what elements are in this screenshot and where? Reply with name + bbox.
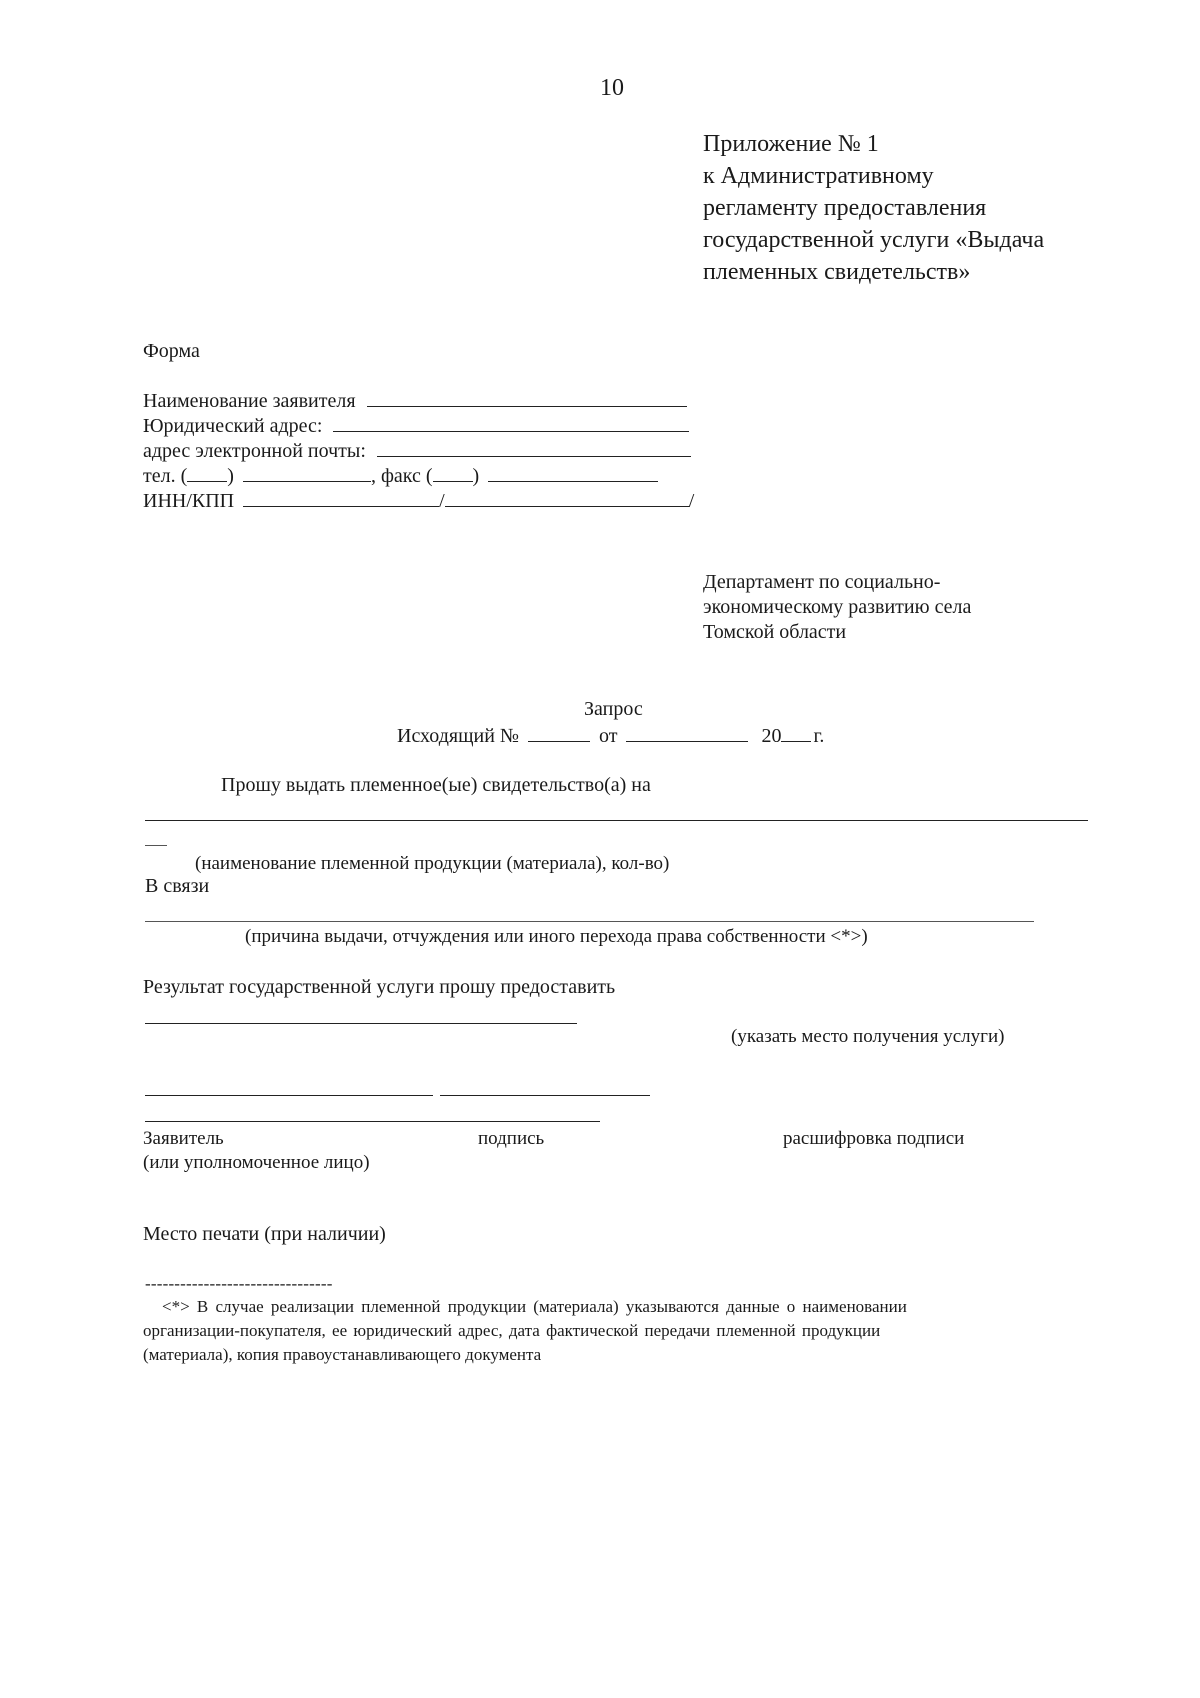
outgoing-number-line — [397, 723, 824, 749]
sign-label: подпись — [478, 1128, 545, 1149]
applicant-label: Заявитель — [143, 1128, 224, 1149]
outgoing-date-blank[interactable] — [626, 723, 748, 742]
outgoing-number-blank[interactable] — [528, 723, 590, 742]
decode-label: расшифровка подписи — [783, 1128, 965, 1149]
applicant-note: (или уполномоченное лицо) — [143, 1152, 370, 1173]
request-title: Запрос — [584, 698, 643, 720]
inn-end: / — [688, 490, 695, 512]
signature-line-applicant[interactable] — [145, 1095, 433, 1096]
appendix-line: племенных свидетельств» — [703, 259, 971, 285]
tel-code-blank[interactable] — [187, 463, 227, 482]
stamp-text: Место печати (при наличии) — [143, 1223, 386, 1245]
reason-prefix: В связи — [145, 875, 210, 897]
appendix-line: Приложение № 1 — [703, 131, 879, 157]
email-blank[interactable] — [377, 438, 691, 457]
footnote-line: организации-покупателя, ее юридический адрес, дата фактической передачи племенной продукции — [143, 1321, 881, 1340]
appendix-line: государственной услуги «Выдача — [703, 227, 1045, 253]
inn-kpp-field — [143, 488, 694, 514]
appendix-line: к Административному — [703, 163, 934, 189]
outgoing-year-suffix: г. — [813, 725, 825, 747]
form-label: Форма — [143, 340, 200, 362]
reason-line[interactable] — [145, 921, 1034, 922]
signature-line-sign[interactable] — [440, 1095, 650, 1096]
outgoing-year-blank[interactable] — [781, 723, 811, 742]
outgoing-prefix: Исходящий № — [397, 725, 519, 747]
signature-line-full[interactable] — [145, 1121, 600, 1122]
kpp-blank[interactable] — [445, 488, 689, 507]
appendix-block — [703, 128, 1044, 288]
fax-close: ) — [472, 465, 480, 487]
result-text: Результат государственной услуги прошу предоставить — [143, 976, 616, 998]
applicant-name-field — [143, 388, 687, 414]
fax-label: , факс ( — [370, 465, 433, 487]
place-caption: (указать место получения услуги) — [731, 1026, 1005, 1047]
product-caption: (наименование племенной продукции (материала), кол-во) — [195, 853, 670, 874]
request-ask-text: Прошу выдать племенное(ые) свидетельство(а) на — [221, 774, 651, 796]
legal-address-label: Юридический адрес: — [143, 415, 323, 437]
reason-caption: (причина выдачи, отчуждения или иного перехода права собственности <*>) — [245, 926, 868, 947]
outgoing-year: 20 — [761, 725, 782, 747]
email-label: адрес электронной почты: — [143, 440, 366, 462]
outgoing-from: от — [598, 725, 618, 747]
inn-slash: / — [439, 490, 445, 512]
fax-code-blank[interactable] — [433, 463, 473, 482]
fax-number-blank[interactable] — [488, 463, 658, 482]
addressee-block — [703, 570, 971, 645]
addressee-line: Томской области — [703, 621, 847, 643]
tel-close: ) — [227, 465, 234, 487]
tel-label: тел. ( — [143, 465, 188, 487]
product-line-stub — [145, 845, 167, 846]
tel-number-blank[interactable] — [243, 463, 371, 482]
place-line[interactable] — [145, 1023, 577, 1024]
legal-address-blank[interactable] — [333, 413, 689, 432]
footnote-line: (материала), копия правоустанавливающего документа — [143, 1345, 542, 1364]
product-line[interactable] — [145, 820, 1088, 821]
inn-blank[interactable] — [243, 488, 439, 507]
email-field — [143, 438, 691, 464]
footnote-separator: -------------------------------- — [145, 1274, 333, 1293]
appendix-line: регламенту предоставления — [703, 195, 987, 221]
addressee-line: экономическому развитию села — [703, 596, 972, 618]
addressee-line: Департамент по социально- — [703, 571, 941, 593]
page-number: 10 — [600, 75, 624, 101]
phone-fax-field — [143, 463, 658, 489]
footnote-line: <*> В случае реализации племенной продукции (материала) указываются данные о наименовании — [162, 1297, 907, 1316]
applicant-name-label: Наименование заявителя — [143, 390, 356, 412]
legal-address-field — [143, 413, 689, 439]
applicant-name-blank[interactable] — [367, 388, 687, 407]
inn-kpp-label: ИНН/КПП — [143, 490, 235, 512]
